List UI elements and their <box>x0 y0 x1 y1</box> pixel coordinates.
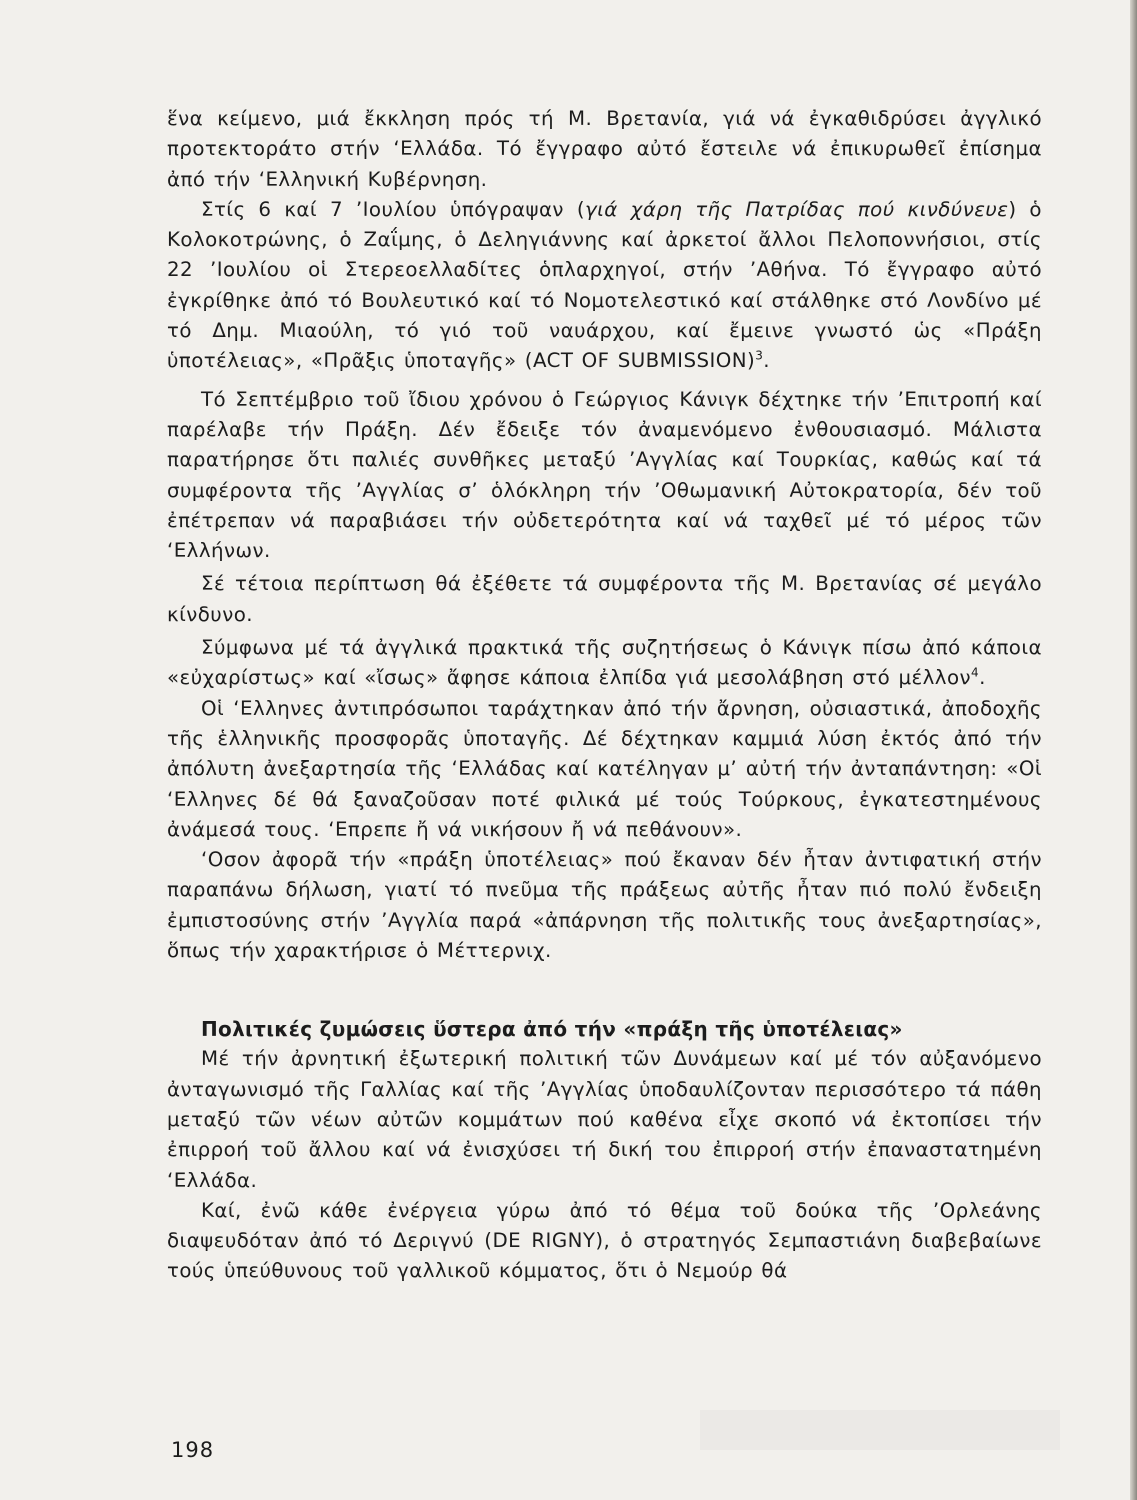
paragraph-4-text: Σέ τέτοια περίπτωση θά ἐξέθετε τά συμφέροντα τῆς Μ. Βρετανίας σέ μεγάλο κίνδυνο. <box>167 572 1042 626</box>
paragraph-1 <box>167 104 1042 195</box>
paragraph-7 <box>167 845 1042 966</box>
paragraph-3-text: Τό Σεπτέμβριο τοῦ ἴδιου χρόνου ὁ Γεώργιος Κάνιγκ δέχτηκε τήν ’Επιτροπή καί παρέλαβε τήν Πράξη. Δέν ἔδειξε τόν ἀναμενόμενο ἐνθουσιασμό. Μάλιστα παρατήρησε ὅτι παλιές συνθῆκες μεταξύ ’Αγγλίας καί Τουρκίας, καθώς καί τά συμφέροντα τῆς ’Αγγλίας σ’ ὁλόκληρη τήν ’Οθωμανική Αὐτοκρατορία, δέν τοῦ ἐπέτρεπαν νά παραβιάσει τήν οὐδετερότητα καί νά ταχθεῖ μέ τό μέρος τῶν ‘Ελλήνων. <box>167 387 1042 563</box>
paragraph-5 <box>167 633 1042 694</box>
paragraph-4 <box>167 569 1042 630</box>
paragraph-5-text: Σύμφωνα μέ τά ἀγγλικά πρακτικά τῆς συζητήσεως ὁ Κάνιγκ πίσω ἀπό κάποια «εὐχαρίστως» καί «ἴσως» ἄφησε κάποια ἐλπίδα γιά μεσολάβηση στό μέλλον <box>167 636 1042 690</box>
paragraph-2-text-b: ) ὁ Κολοκοτρώνης, ὁ Ζαΐμης, ὁ Δεληγιάννης καί ἀρκετοί ἄλλοι Πελοποννήσιοι, στίς 22 ’Ιουλίου οἱ Στερεοελλαδίτες ὁπλαρχηγοί, στήν ’Αθήνα. Τό ἔγγραφο αὐτό ἐγκρίθηκε ἀπό τό Βουλευτικό καί τό Νομοτελεστικό καί στάλθηκε στό Λονδίνο μέ τό Δημ. Μιαούλη, τό γιό τοῦ ναυάρχου, καί ἔμεινε γνωστό ὡς «Πράξη ὑποτέλειας», «Πρᾶξις ὑποταγῆς» (ACT OF SUBMISSION) <box>167 197 1042 373</box>
paragraph-2 <box>167 195 1042 377</box>
section-heading: Πολιτικές ζυμώσεις ὕστερα ἀπό τήν «πράξη τῆς ὑποτέλειας» <box>201 1017 903 1042</box>
page-number: 198 <box>171 1438 215 1462</box>
paragraph-7-text: ‘Οσον ἀφορᾶ τήν «πράξη ὑποτέλειας» πού ἔκαναν δέν ἦταν ἀντιφατική στήν παραπάνω δήλωση, γιατί τό πνεῦμα τῆς πράξεως αὐτῆς ἦταν πιό πολύ ἔνδειξη ἐμπιστοσύνης στήν ’Αγγλία παρά «ἀπάρνηση τῆς πολιτικῆς τους ἀνεξαρτησίας», ὅπως τήν χαρακτήρισε ὁ Μέττερνιχ. <box>167 848 1042 963</box>
paragraph-2-text-a: Στίς 6 καί 7 ’Ιουλίου ὑπόγραψαν ( <box>201 197 585 221</box>
paragraph-1-text: ἕνα κείμενο, μιά ἔκκληση πρός τή Μ. Βρετανία, γιά νά ἐγκαθιδρύσει ἀγγλικό προτεκτοράτο στήν ‘Ελλάδα. Τό ἔγγραφο αὐτό ἔστειλε νά ἐπικυρωθεῖ ἐπίσημα ἀπό τήν ‘Ελληνική Κυβέρνηση. <box>167 107 1042 191</box>
paragraph-5-end: . <box>979 666 986 690</box>
section-paragraph-1 <box>167 1044 1042 1195</box>
footnote-ref-4: 4 <box>971 665 980 680</box>
paragraph-2-end: . <box>763 349 771 373</box>
paragraph-6 <box>167 694 1042 845</box>
paragraph-3 <box>167 385 1042 567</box>
footnote-ref-3: 3 <box>755 348 764 363</box>
section-paragraph-2-text: Καί, ἐνῶ κάθε ἐνέργεια γύρω ἀπό τό θέμα τοῦ δούκα τῆς ’Ορλεάνης διαψευδόταν ἀπό τό Δεριγνύ (DE RIGNY), ὁ στρατηγός Σεμπαστιάνη διαβεβαίωνε τούς ὑπεύθυνους τοῦ γαλλικοῦ κόμματος, ὅτι ὁ Νεμούρ θά <box>167 1198 1042 1283</box>
section-paragraph-1-text: Μέ τήν ἀρνητική ἐξωτερική πολιτική τῶν Δυνάμεων καί μέ τόν αὐξανόμενο ἀνταγωνισμό τῆς Γαλλίας καί τῆς ’Αγγλίας ὑποδαυλίζονταν περισσότερο τά πάθη μεταξύ τῶν νέων αὐτῶν κομμάτων πού καθένα εἶχε σκοπό νά ἐκτοπίσει τήν ἐπιρροή τοῦ ἄλλου καί νά ἐνισχύσει τή δική του ἐπιρροή στήν ἐπαναστατημένη ‘Ελλάδα. <box>167 1047 1042 1192</box>
page-edge <box>1130 0 1137 1500</box>
page-body <box>167 104 1042 1287</box>
section-paragraph-2 <box>167 1196 1042 1287</box>
paragraph-6-text: Οἱ ‘Ελληνες ἀντιπρόσωποι ταράχτηκαν ἀπό τήν ἄρνηση, οὐσιαστικά, ἀποδοχῆς τῆς ἑλληνικῆς προσφορᾶς ὑποταγῆς. Δέ δέχτηκαν καμμιά λύση ἐκτός ἀπό τήν ἀπόλυτη ἀνεξαρτησία τῆς ‘Ελλάδας καί κατέληγαν μ’ αὐτή τήν ἀνταπάντηση: «Οἱ ‘Ελληνες δέ θά ξαναζοῦσαν ποτέ φιλικά μέ τούς Τούρκους, ἐγκατεστημένους ἀνάμεσά τους. ‘Επρεπε ἤ νά νικήσουν ἤ νά πεθάνουν». <box>167 696 1042 841</box>
bleed-through-shadow <box>700 1410 1060 1450</box>
paragraph-2-italic: γιά χάρη τῆς Πατρίδας πού κινδύνευε <box>584 197 1009 221</box>
